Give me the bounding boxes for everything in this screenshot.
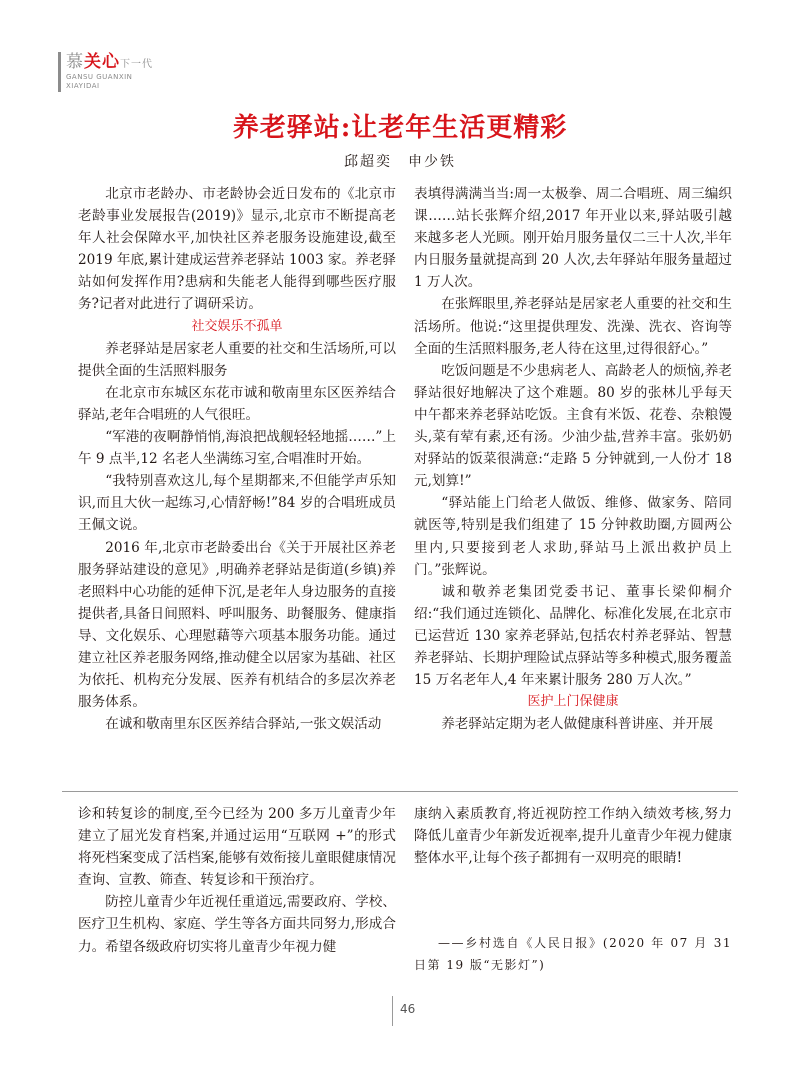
logo-text-1: 慕 (66, 52, 84, 72)
source-text: ——乡村选自《人民日报》(2020 年 07 月 31 日第 19 版“无影灯”) (414, 936, 732, 972)
page-number-rule (392, 996, 393, 1026)
page-number: 46 (400, 1002, 416, 1016)
logo-bar (58, 52, 61, 92)
logo-text-3: 下一代 (120, 59, 153, 70)
article-authors: 邱超奕 申少铁 (344, 154, 456, 170)
magazine-logo (58, 52, 188, 92)
article-title: 养老驿站:让老年生活更精彩 (232, 113, 568, 143)
logo-sub-line-2: XIAYIDAI (66, 82, 100, 90)
paragraph: “军港的夜啊静悄悄,海浪把战舰轻轻地摇……”上午 9 点半,12 名老人坐满练习室,合唱准时开始。 (78, 429, 397, 468)
source-note (414, 932, 732, 976)
logo-sub-line-1: GANSU GUANXIN (66, 73, 133, 81)
paragraph: 养老驿站定期为老人做健康科普讲座、并开展 (441, 716, 714, 733)
paragraph: 诚和敬养老集团党委书记、董事长梁仰桐介绍:“我们通过连锁化、品牌化、标准化发展,在北京市已运营近 130 家养老驿站,包括农村养老驿站、智慧养老驿站、长期护理险试点驿站等多种模式,服务覆盖 15 万名老年人,4 年来累计服务 280 万人次。” (414, 583, 732, 689)
section-heading: 医护上门保健康 (527, 694, 619, 710)
paragraph: 在张辉眼里,养老驿站是居家老人重要的社交和生活场所。他说:“这里提供理发、洗澡、洗衣、咨询等全面的生活照料服务,老人待在这里,过得很舒心。” (414, 296, 732, 357)
article-left-column (78, 183, 396, 735)
paragraph: 在北京市东城区东花市诚和敬南里东区医养结合驿站,老年合唱班的人气很旺。 (78, 384, 396, 423)
prev-article-left-column (78, 803, 396, 958)
paragraph: “驿站能上门给老人做饭、维修、做家务、陪同就医等,特别是我们组建了 15 分钟救助圈,方圆两公里内,只要接到老人求助,驿站马上派出救护员上门。”张辉说。 (414, 495, 732, 578)
paragraph: 表填得满满当当:周一太极拳、周二合唱班、周三编织课……站长张辉介绍,2017 年开业以来,驿站吸引越来越多老人光顾。刚开始月服务量仅二三十人次,半年内日服务量就提高到 20 人次,去年驿站年服务量超过 1 万人次。 (414, 186, 732, 291)
prev-article-right-column (414, 803, 732, 869)
article-right-column (414, 183, 732, 735)
paragraph: 防控儿童青少年近视任重道远,需要政府、学校、医疗卫生机构、家庭、学生等各方面共同努力,形成合力。希望各级政府切实将儿童青少年视力健 (78, 894, 396, 955)
paragraph: 诊和转复诊的制度,至今已经为 200 多万儿童青少年建立了屈光发育档案,并通过运用“互联网 +”的形式将死档案变成了活档案,能够有效衔接儿童眼健康情况查询、宣教、筛查、转复诊和干预治疗。 (78, 806, 396, 889)
paragraph: 2016 年,北京市老龄委出台《关于开展社区养老服务驿站建设的意见》,明确养老驿站是街道(乡镇)养老照料中心功能的延伸下沉,是老年人身边服务的直接提供者,具备日间照料、呼叫服务、助餐服务、健康指导、文化娱乐、心理慰藉等六项基本服务功能。通过建立社区养老服务网络,推动健全以居家为基础、社区为依托、机构充分发展、医养有机结合的多层次养老服务体系。 (78, 539, 396, 711)
section-divider (62, 791, 738, 792)
paragraph: 在诚和敬南里东区医养结合驿站,一张文娱活动 (105, 716, 382, 733)
logo-mark (66, 52, 153, 75)
paragraph: 养老驿站是居家老人重要的社交和生活场所,可以提供全面的生活照料服务 (78, 340, 396, 379)
section-heading: 社交娱乐不孤单 (191, 318, 283, 334)
paragraph: “我特别喜欢这儿,每个星期都来,不但能学声乐知识,而且大伙一起练习,心情舒畅!”84 岁的合唱班成员王佩文说。 (78, 473, 396, 534)
logo-text-2: 关心 (84, 52, 120, 72)
paragraph: 北京市老龄办、市老龄协会近日发布的《北京市老龄事业发展报告(2019)》显示,北京市不断提高老年人社会保障水平,加快社区养老服务设施建设,截至 2019 年底,累计建成运营养老驿站 1003 家。养老驿站如何发挥作用?患病和失能老人能得到哪些医疗服务?记者对此进行了调研采访。 (78, 186, 396, 313)
paragraph: 吃饭问题是不少患病老人、高龄老人的烦恼,养老驿站很好地解决了这个难题。80 岁的张林儿乎每天中午都来养老驿站吃饭。主食有米饭、花卷、杂粮馒头,菜有荤有素,还有汤。少油少盐,营养丰富。张奶奶对驿站的饭菜很满意:“走路 5 分钟就到,一人份才 18 元,划算!” (414, 362, 732, 490)
logo-subtitle (66, 73, 132, 91)
paragraph: 康纳入素质教育,将近视防控工作纳入绩效考核,努力降低儿童青少年新发近视率,提升儿童青少年视力健康整体水平,让每个孩子都拥有一双明亮的眼睛! (414, 806, 732, 867)
